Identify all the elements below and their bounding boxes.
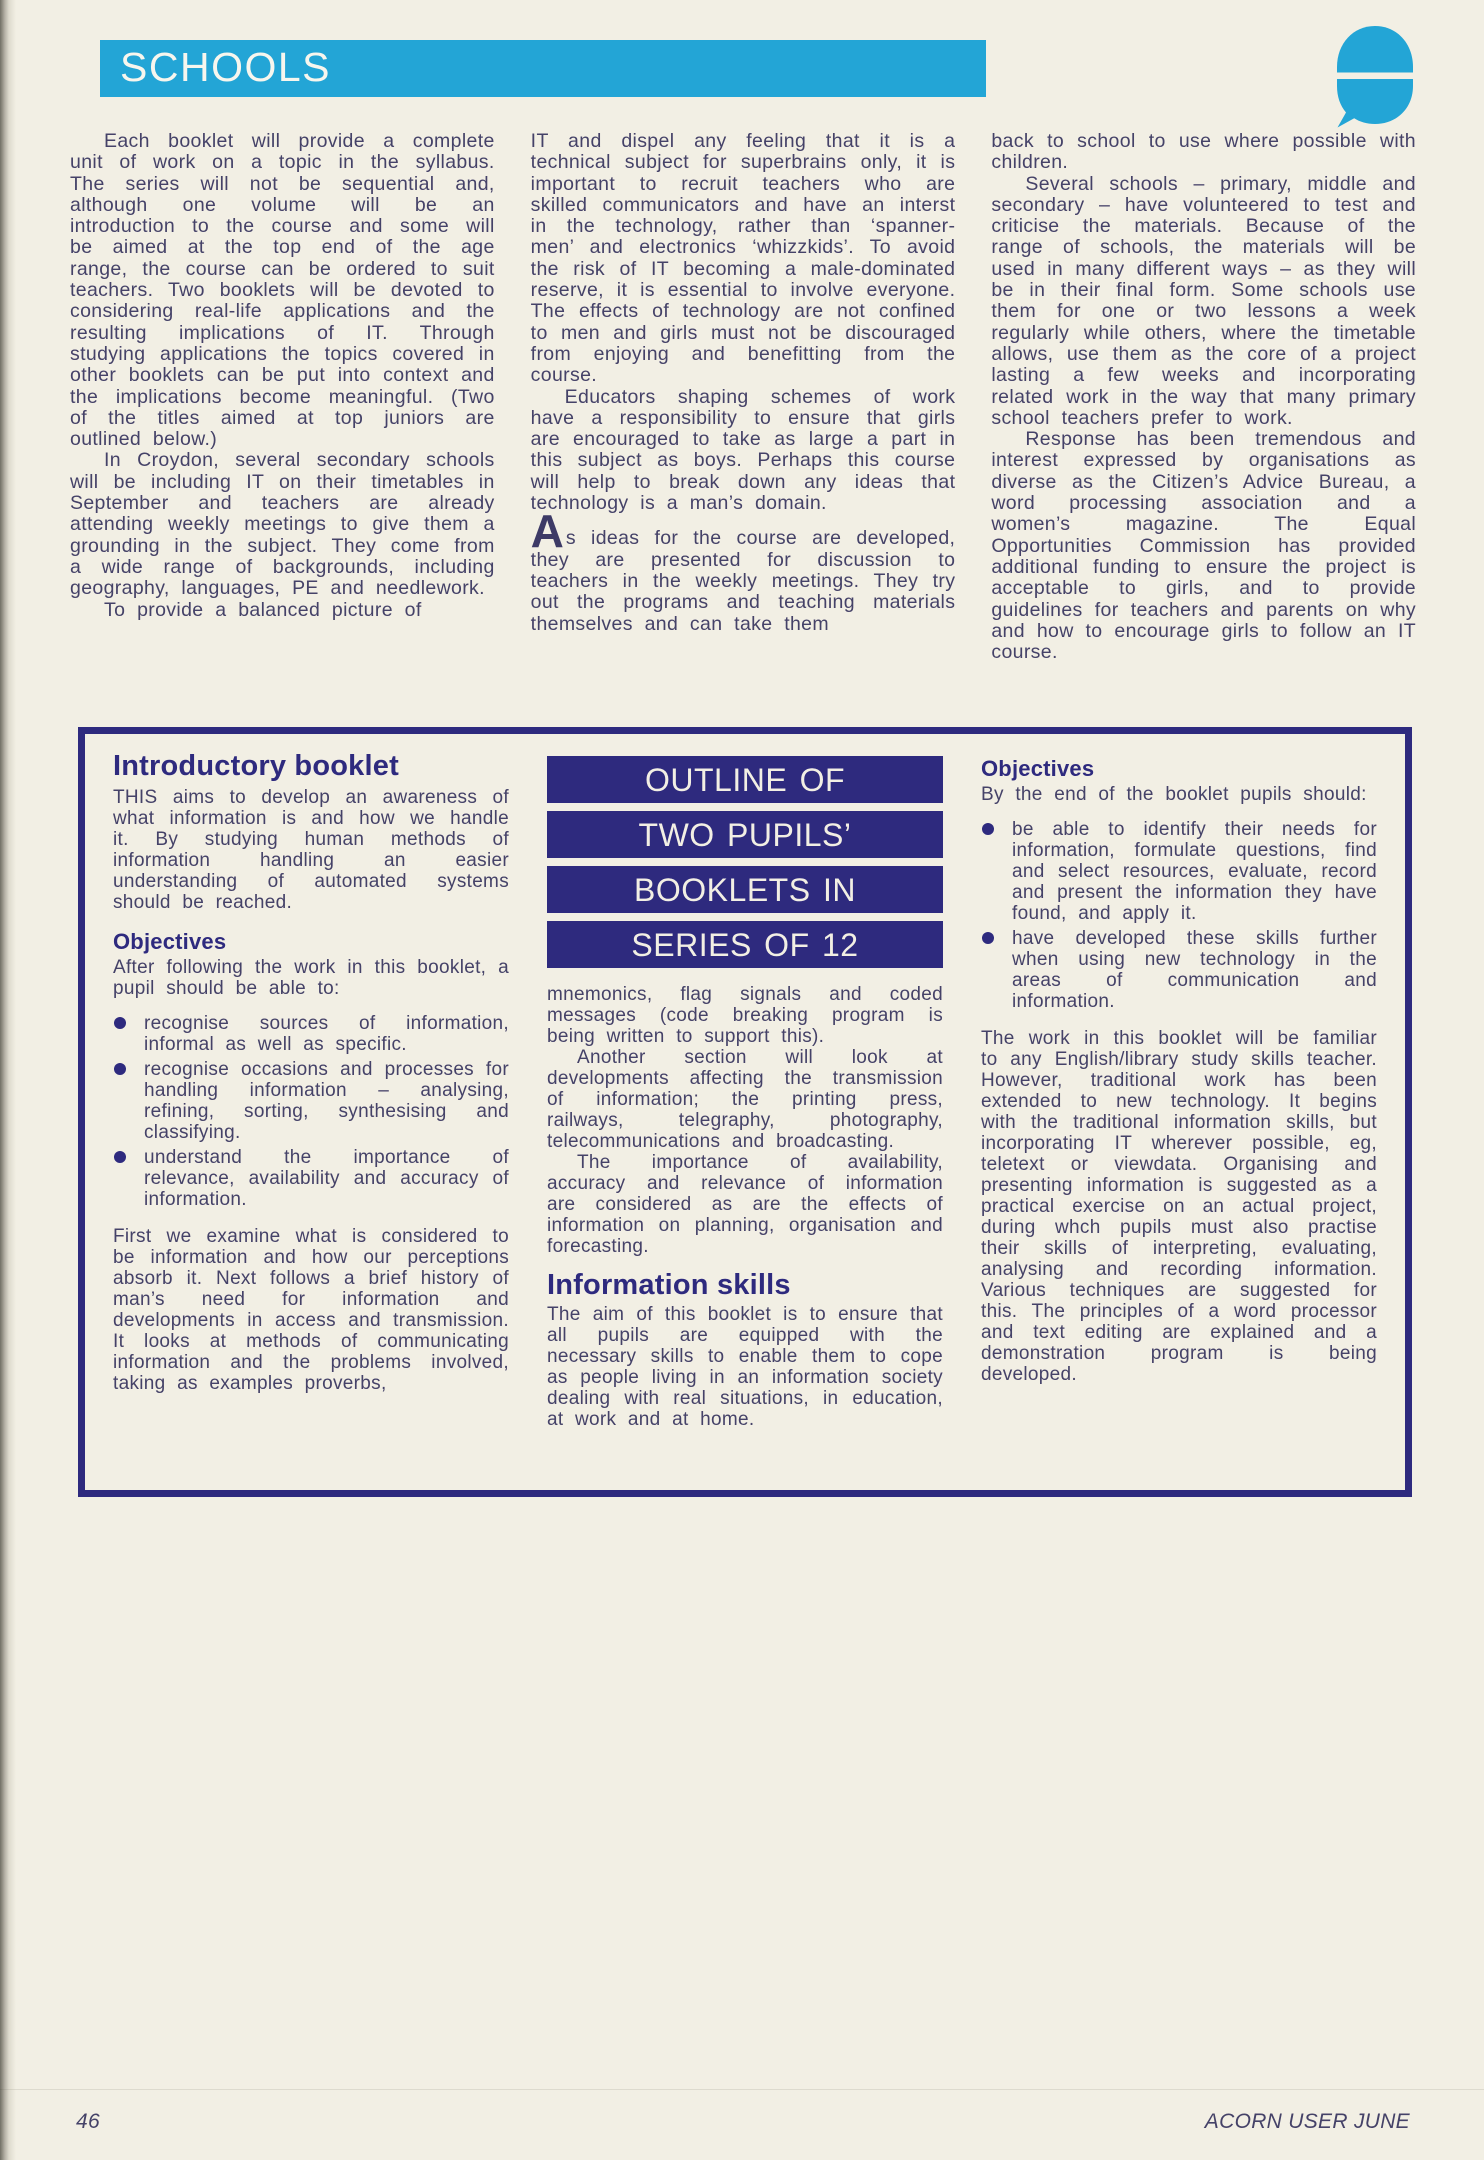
objectives-heading: Objectives [113, 929, 227, 954]
feature-paragraph: The work in this booklet will be familiar to any English/library study skills teacher. However, traditional work has been extended to new technology. It begins with the traditional information skills, but incorporating IT wherever possible, eg, teletext or viewdata. Organising and presenting information is suggested as a practical exercise on an actual project, during whch pupils must also practise their skills of interpreting, evaluating, analysing and recording information. Various techniques are suggested for this. The principles of a word processor and text editing are explained and a demonstration program is being developed. [981, 1028, 1377, 1385]
feature-paragraph: After following the work in this booklet, a pupil should be able to: [113, 957, 509, 999]
bullet-dot-icon [114, 1017, 126, 1029]
objective-item [981, 819, 1377, 924]
objective-text: have developed these skills further when using new technology in the areas of communication and information. [1012, 928, 1377, 1012]
objective-text: recognise occasions and processes for handling information – analysing, refining, sorting, synthesising and classifying. [144, 1059, 509, 1143]
article-paragraph: To provide a balanced picture of [104, 598, 422, 621]
article-paragraph: Each booklet will provide a complete unit of work on a topic in the syllabus. The series will not be sequential and, although one volume will be an introduction to the course and some will be aimed at the top end of the age range, the course can be ordered to suit teachers. Two booklets will be devoted to considering real-life applications and the resulting implications of IT. Through studying applications the topics covered in other booklets can be put into context and the implications become meaningful. (Two of the titles aimed at top juniors are outlined below.) [70, 130, 495, 451]
objective-item [113, 1013, 509, 1055]
feature-paragraph: The importance of availability, accuracy and relevance of information are considered as are the effects of information on planning, organisation and forecasting. [547, 1152, 943, 1257]
banner-line: OUTLINE OF [547, 756, 943, 803]
section-header-bar [100, 40, 986, 97]
page-edge-shadow [0, 0, 16, 2160]
banner-line: BOOKLETS IN [547, 866, 943, 913]
dropcap-letter: A [530, 505, 564, 558]
objective-item [981, 928, 1377, 1012]
objective-item [113, 1147, 509, 1210]
feature-column-introductory [113, 750, 509, 1464]
article-columns [70, 131, 1416, 663]
objective-text: be able to identify their needs for information, formulate questions, find and select resources, evaluate, record and present the information they have found, and apply it. [1012, 819, 1377, 924]
booklet-outline-box [78, 727, 1412, 1497]
article-paragraph: Response has been tremendous and interest expressed by organisations as diverse as the Citizen’s Advice Bureau, a word processing association and a women’s magazine. The Equal Opportunities Commission has provided additional funding to ensure the project is acceptable to girls, and to provide guidelines for teachers and parents on why and how to encourage girls to follow an IT course. [991, 428, 1417, 664]
outline-banner [547, 756, 943, 968]
page-footer [76, 2110, 1410, 2134]
article-paragraph [530, 505, 956, 635]
page-number: 46 [76, 2110, 100, 2133]
bullet-dot-icon [114, 1063, 126, 1075]
feature-paragraph: By the end of the booklet pupils should: [981, 784, 1367, 805]
article-paragraph: back to school to use where possible with children. [991, 130, 1417, 174]
objective-item [113, 1059, 509, 1143]
article-column-2 [531, 131, 956, 663]
feature-paragraph: First we examine what is considered to be information and how our perceptions absorb it. Next follows a brief history of man’s need for information and developments in access and transmission. It looks at methods of communicating information and the problems involved, taking as examples proverbs, [113, 1226, 509, 1394]
bullet-dot-icon [114, 1151, 126, 1163]
feature-paragraph: THIS aims to develop an awareness of what information is and how we handle it. By studying human methods of information handling an easier understanding of automated systems should be reached. [113, 787, 509, 913]
article-paragraph: IT and dispel any feeling that it is a technical subject for superbrains only, it is important to recruit teachers who are skilled communicators and have an interst in the technology, rather than ‘spanner-men’ and electronics ‘whizzkids’. To avoid the risk of IT becoming a male-dominated reserve, it is essential to involve everyone. The effects of technology are not confined to men and girls must not be discouraged from enjoying and benefitting from the course. [530, 130, 956, 387]
banner-line: SERIES OF 12 [547, 921, 943, 968]
article-paragraph: Several schools – primary, middle and secondary – have volunteered to test and criticise the materials. Because of the range of schools, the materials will be used in many different ways – as they will be in their final form. Some schools use them for one or two lessons a week regularly while others, where the timetable allows, use them as the core of a project lasting a few weeks and incorporating related work in the way that many primary school teachers prefer to work. [991, 172, 1417, 429]
information-skills-heading: Information skills [547, 1269, 791, 1301]
objective-text: understand the importance of relevance, availability and accuracy of information. [144, 1147, 509, 1210]
section-title: SCHOOLS [120, 43, 331, 90]
bullet-dot-icon [982, 932, 994, 944]
objectives-heading: Objectives [981, 756, 1095, 781]
banner-line: TWO PUPILS’ [547, 811, 943, 858]
magazine-credit: ACORN USER JUNE [1204, 2110, 1410, 2133]
article-paragraph: In Croydon, several secondary schools will be including IT on their timetables in September and teachers are already attending weekly meetings to give them a grounding in the subject. They come from a wide range of backgrounds, including geography, languages, PE and needlework. [70, 449, 495, 600]
footer-rule [0, 2089, 1484, 2090]
article-paragraph-text: s ideas for the course are developed, they are presented for discussion to teachers in the weekly meetings. They try out the programs and teaching materials themselves and can take them [530, 527, 956, 635]
feature-paragraph: mnemonics, flag signals and coded messages (code breaking program is being written to support this). [547, 984, 943, 1047]
feature-paragraph: The aim of this booklet is to ensure that all pupils are equipped with the necessary skills to enable them to cope as people living in an information society dealing with real situations, in education, at work and at home. [547, 1304, 943, 1430]
article-column-3 [991, 131, 1416, 663]
acorn-user-owl-logo-icon [1328, 24, 1422, 128]
objectives-list [113, 1013, 509, 1210]
feature-column-objectives [981, 754, 1377, 1464]
feature-paragraph: Another section will look at developments affecting the transmission of information; the printing press, railways, telegraphy, photography, telecommunications and broadcasting. [547, 1047, 943, 1152]
introductory-booklet-heading: Introductory booklet [113, 750, 399, 782]
objectives-list [981, 819, 1377, 1012]
feature-column-outline [547, 754, 943, 1464]
article-column-1 [70, 131, 495, 663]
article-paragraph: Educators shaping schemes of work have a responsibility to ensure that girls are encouraged to take as large a part in this subject as boys. Perhaps this course will help to break down any ideas that technology is a man’s domain. [530, 385, 956, 515]
objective-text: recognise sources of information, informal as well as specific. [144, 1013, 509, 1055]
bullet-dot-icon [982, 823, 994, 835]
